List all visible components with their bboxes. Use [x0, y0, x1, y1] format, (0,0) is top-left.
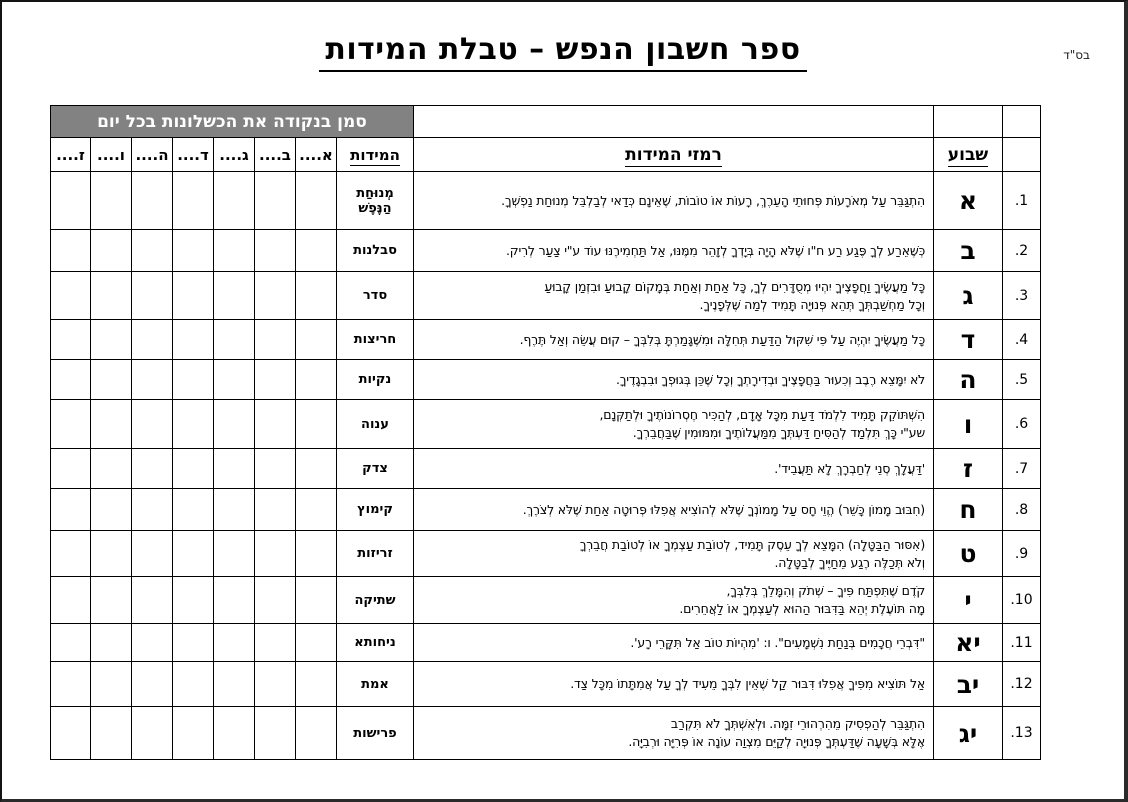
week-letter-cell: ז [934, 449, 1003, 489]
week-letter-cell: יב [934, 662, 1003, 707]
week-column-header [934, 138, 1003, 172]
day-mark-cell[interactable] [132, 360, 173, 400]
hint-line: (חִבּוּב מָמוֹן כָּשֵׁר) הֱוֵי חָס עַל מָמוֹנְךָ שֶׁלֹּא לְהוֹצִיא אֲפִלּוּ פְּרוּטָה אַחַת שֶׁלֹּא לְצֹרֶךְ. [522, 501, 925, 517]
day-mark-cell[interactable] [255, 360, 296, 400]
table-row [50, 230, 1040, 272]
day-mark-cell[interactable] [132, 400, 173, 449]
day-mark-cell[interactable] [91, 577, 132, 624]
day-mark-cell[interactable] [50, 172, 90, 230]
day-column-header: ו.... [91, 138, 132, 172]
day-mark-cell[interactable] [91, 320, 132, 360]
day-column-header: ה.... [132, 138, 173, 172]
week-letter-cell: ט [934, 531, 1003, 577]
middot-column-header [337, 138, 414, 172]
day-mark-cell[interactable] [50, 230, 90, 272]
hint-line: הִתְגַּבֵּר לְהַפְסִיק מֵהִרְהוּרֵי זִמָּה. וּלְאִשְׁתְּךָ לֹא תִּקְרַב [670, 716, 925, 731]
day-mark-cell[interactable] [255, 577, 296, 624]
day-mark-cell[interactable] [50, 320, 90, 360]
week-letter-cell: ח [934, 489, 1003, 531]
day-mark-cell[interactable] [255, 449, 296, 489]
hint-line: "דִּבְרֵי חֲכָמִים בְּנַחַת נִשְׁמָעִים". ו: 'מִהְיוֹת טוֹב אַל תִּקָּרֵי רָע'. [630, 634, 925, 650]
hint-line: כְּשֶׁאֵרַע לְךָ פֶּגַע רַע ח"ו שֶׁלֹּא הָיָה בְּיָדְךָ לְזָהֵר מִמֶּנּוּ, אַל תַּחְמִירֶנּוּ עוֹד ע"י צַעַר לְרִיק. [506, 242, 925, 258]
day-mark-cell[interactable] [255, 662, 296, 707]
table-row [50, 489, 1040, 531]
row-number: .6 [1003, 400, 1041, 449]
middah-name: פרישות [337, 707, 414, 760]
day-mark-cell[interactable] [132, 577, 173, 624]
day-mark-cell[interactable] [91, 400, 132, 449]
day-mark-cell[interactable] [173, 360, 214, 400]
hints-header-label: רמזי המידות [625, 144, 722, 165]
middah-name: ניחותא [337, 624, 414, 662]
day-mark-cell[interactable] [296, 489, 337, 531]
day-mark-cell[interactable] [132, 172, 173, 230]
row-number: .10 [1003, 577, 1041, 624]
hint-line: הִשְׁתּוֹקֵק תָּמִיד לִלְמֹד דַּעַת מִכָּל אָדָם, לְהַכִּיר חֶסְרוֹנוֹתֶיךָ וּלְתַקְּנָם, [599, 407, 925, 422]
table-row [50, 624, 1040, 662]
day-mark-cell[interactable] [255, 172, 296, 230]
day-mark-cell[interactable] [255, 400, 296, 449]
middah-name: נקיות [337, 360, 414, 400]
day-mark-cell[interactable] [50, 662, 90, 707]
day-mark-cell[interactable] [50, 577, 90, 624]
week-header-label: שבוע [947, 144, 989, 165]
day-mark-cell[interactable] [50, 449, 90, 489]
hint-line: מָה תּוֹעֶלֶת יְהֵא בַּדִּבּוּר הַהוּא לְעַצְמְךָ אוֹ לַאֲחֵרִים. [679, 601, 925, 616]
instruction-banner: סמן בנקודה את הכשלונות בכל יום [50, 106, 413, 138]
day-mark-cell[interactable] [255, 230, 296, 272]
row-number: .9 [1003, 531, 1041, 577]
day-mark-cell[interactable] [296, 449, 337, 489]
day-mark-cell[interactable] [214, 320, 255, 360]
middah-hint-text [414, 272, 934, 320]
day-mark-cell[interactable] [296, 400, 337, 449]
row-number: .2 [1003, 230, 1041, 272]
table-row [50, 449, 1040, 489]
day-mark-cell[interactable] [214, 531, 255, 577]
day-mark-cell[interactable] [132, 662, 173, 707]
day-mark-cell[interactable] [173, 272, 214, 320]
day-mark-cell[interactable] [91, 489, 132, 531]
day-mark-cell[interactable] [255, 531, 296, 577]
row-number: .3 [1003, 272, 1041, 320]
day-mark-cell[interactable] [173, 624, 214, 662]
day-mark-cell[interactable] [296, 230, 337, 272]
table-row [50, 360, 1040, 400]
day-mark-cell[interactable] [91, 230, 132, 272]
week-letter-cell: ב [934, 230, 1003, 272]
table-row [50, 707, 1040, 760]
middot-header-label: המידות [350, 145, 400, 164]
hint-line: לֹא יִמָּצֵא רֶבֶב וְכִעוּר בַּחֲפָצֶיךָ וּבְדִירָתְךָ וְכָל שֶׁכֵּן בְּגוּפְךָ וּבִבְגָדֶיךָ. [615, 371, 925, 387]
middah-hint-text [414, 707, 934, 760]
hint-line: אַל תּוֹצִיא מִפִּיךָ אֲפִלּוּ דִּבּוּר קַל שֶׁאֵין לִבְּךָ מֵעִיד לְךָ עַל אֲמִתָּתוֹ מִכָּל צַד. [570, 676, 925, 691]
day-mark-cell[interactable] [296, 662, 337, 707]
hint-line: וְלֹא תְּכַלֶּה רֶגַע מֵחַיֶּיךָ לְבַטָּלָה. [774, 554, 925, 570]
day-mark-cell[interactable] [214, 449, 255, 489]
day-column-header: ג.... [214, 138, 255, 172]
day-mark-cell[interactable] [214, 230, 255, 272]
day-mark-cell[interactable] [214, 489, 255, 531]
day-column-header: ד.... [173, 138, 214, 172]
empty-cell [1003, 138, 1041, 172]
day-mark-cell[interactable] [91, 360, 132, 400]
day-mark-cell[interactable] [50, 624, 90, 662]
middah-name: אמת [337, 662, 414, 707]
table-row [50, 272, 1040, 320]
middah-name: קימוץ [337, 489, 414, 531]
row-number: .5 [1003, 360, 1041, 400]
day-column-header: א.... [296, 138, 337, 172]
day-mark-cell[interactable] [296, 320, 337, 360]
table-row [50, 662, 1040, 707]
table-row [50, 577, 1040, 624]
table-row [50, 320, 1040, 360]
middah-hint-text [414, 400, 934, 449]
hint-line: הִתְגַּבֵּר עַל מְאֹרָעוֹת פְּחוּתֵי הָעֵרֶךְ, רָעוֹת אוֹ טוֹבוֹת, שֶׁאֵינָם כְּדַאי לְבַלְבֵּל מְנוּחַת נַפְשְׁךָ. [501, 192, 925, 208]
hint-line: וְכָל מַחְשַׁבְתְּךָ תְּהֵא פְּנוּיָה תָּמִיד לְמַה שֶּׁלְּפָנֶיךָ. [699, 296, 925, 312]
title-row [2, 32, 1124, 72]
day-mark-cell[interactable] [50, 531, 90, 577]
week-letter-cell: ד [934, 320, 1003, 360]
middah-name: מְנוּחַת הַנֶּפֶשׁ [337, 172, 414, 230]
day-column-header: ב.... [255, 138, 296, 172]
day-mark-cell[interactable] [91, 707, 132, 760]
row-number: .7 [1003, 449, 1041, 489]
day-mark-cell[interactable] [296, 360, 337, 400]
middah-name: חריצות [337, 320, 414, 360]
day-mark-cell[interactable] [91, 624, 132, 662]
day-mark-cell[interactable] [255, 707, 296, 760]
middah-hint-text [414, 230, 934, 272]
hint-line: אֶלָּא בְּשָׁעָה שֶׁדַּעְתְּךָ פְּנוּיָה לְקַיֵּם מִצְוַה עוֹנָה אוֹ פְּרִיָּה וּרְבִיָּה. [628, 734, 925, 749]
day-mark-cell[interactable] [91, 531, 132, 577]
table-row [50, 531, 1040, 577]
middot-table-body [50, 172, 1040, 760]
middah-hint-text [414, 662, 934, 707]
day-mark-cell[interactable] [255, 624, 296, 662]
day-mark-cell[interactable] [296, 624, 337, 662]
hint-line: 'דַּעֲלָךְ סְנֵי לְחַבְרָךְ לָא תַּעֲבֵיד'. [774, 460, 925, 476]
day-mark-cell[interactable] [132, 624, 173, 662]
day-mark-cell[interactable] [214, 624, 255, 662]
middah-hint-text [414, 531, 934, 577]
day-mark-cell[interactable] [296, 577, 337, 624]
middah-hint-text [414, 577, 934, 624]
middah-hint-text [414, 624, 934, 662]
day-mark-cell[interactable] [91, 662, 132, 707]
hint-line: קֹדֶם שֶׁתִּפְתַּח פִּיךָ – שְׁתֹק וְהִמָּלֵךְ בְּלִבְּךָ, [726, 583, 925, 598]
day-mark-cell[interactable] [132, 449, 173, 489]
middah-name: שתיקה [337, 577, 414, 624]
day-mark-cell[interactable] [132, 489, 173, 531]
page-title: ספר חשבון הנפש – טבלת המידות [319, 32, 806, 72]
week-letter-cell: ג [934, 272, 1003, 320]
middah-name: סבלנות [337, 230, 414, 272]
week-letter-cell: י [934, 577, 1003, 624]
day-mark-cell[interactable] [173, 449, 214, 489]
day-mark-cell[interactable] [173, 577, 214, 624]
hint-line: (אִסּוּר הַבַּטָּלָה) הִמָּצֵא לְךָ עֵסֶק תָּמִיד, לְטוֹבַת עַצְמְךָ אוֹ לְטוֹבַת חֲבֵרְךָ [579, 536, 925, 552]
day-mark-cell[interactable] [173, 320, 214, 360]
day-mark-cell[interactable] [132, 230, 173, 272]
column-labels-row [50, 138, 1040, 172]
day-mark-cell[interactable] [255, 320, 296, 360]
day-mark-cell[interactable] [296, 707, 337, 760]
row-number: .8 [1003, 489, 1041, 531]
day-mark-cell[interactable] [173, 662, 214, 707]
hint-line: כָּל מַעֲשֶׂיךָ יִהְיֶה עַל פִּי שִׁקּוּל הַדַּעַת תְּחִלָּה וּמִשֶּׁגָּמַרְתָּ בְּלִבְּךָ – קוּם עֲשֵׂה וְאַל תֶּרֶף. [519, 331, 925, 347]
row-number: .13 [1003, 707, 1041, 760]
day-mark-cell[interactable] [296, 531, 337, 577]
empty-cell [414, 106, 934, 138]
day-mark-cell[interactable] [173, 531, 214, 577]
day-mark-cell[interactable] [214, 272, 255, 320]
day-mark-cell[interactable] [296, 272, 337, 320]
week-letter-cell: יג [934, 707, 1003, 760]
table-row [50, 400, 1040, 449]
middah-name: צדק [337, 449, 414, 489]
day-mark-cell[interactable] [50, 360, 90, 400]
row-number: .1 [1003, 172, 1041, 230]
day-mark-cell[interactable] [255, 489, 296, 531]
middah-hint-text [414, 360, 934, 400]
day-mark-cell[interactable] [173, 707, 214, 760]
day-mark-cell[interactable] [50, 400, 90, 449]
day-mark-cell[interactable] [214, 172, 255, 230]
hint-line: שע"י כָּךְ תִּלְמַד לְהַסִּיחַ דַּעְתְּךָ מִמַּעֲלוֹתֶיךָ וּמִמּוּמִין שֶׁבַּחֲבֵרְךָ. [632, 425, 925, 440]
day-mark-cell[interactable] [132, 320, 173, 360]
day-mark-cell[interactable] [214, 707, 255, 760]
day-mark-cell[interactable] [50, 272, 90, 320]
header-band-row [50, 106, 1040, 138]
table-row [50, 172, 1040, 230]
day-mark-cell[interactable] [214, 577, 255, 624]
middot-table [50, 105, 1041, 760]
week-letter-cell: א [934, 172, 1003, 230]
day-mark-cell[interactable] [214, 400, 255, 449]
empty-cell [934, 106, 1003, 138]
middah-name: סדר [337, 272, 414, 320]
day-mark-cell[interactable] [173, 400, 214, 449]
day-mark-cell[interactable] [173, 230, 214, 272]
day-mark-cell[interactable] [255, 272, 296, 320]
bsd-mark: בס"ד [1063, 48, 1090, 62]
day-mark-cell[interactable] [132, 707, 173, 760]
day-mark-cell[interactable] [91, 272, 132, 320]
middah-hint-text [414, 172, 934, 230]
day-mark-cell[interactable] [173, 489, 214, 531]
middah-name: ענוה [337, 400, 414, 449]
hints-column-header [414, 138, 934, 172]
day-mark-cell[interactable] [296, 172, 337, 230]
middah-hint-text [414, 489, 934, 531]
day-mark-cell[interactable] [132, 272, 173, 320]
day-mark-cell[interactable] [91, 172, 132, 230]
day-mark-cell[interactable] [91, 449, 132, 489]
empty-cell [1003, 106, 1041, 138]
day-mark-cell[interactable] [173, 172, 214, 230]
middah-name: זריזות [337, 531, 414, 577]
week-letter-cell: ה [934, 360, 1003, 400]
middah-hint-text [414, 320, 934, 360]
day-mark-cell[interactable] [50, 707, 90, 760]
day-mark-cell[interactable] [132, 531, 173, 577]
week-letter-cell: ו [934, 400, 1003, 449]
week-letter-cell: יא [934, 624, 1003, 662]
middah-hint-text [414, 449, 934, 489]
row-number: .12 [1003, 662, 1041, 707]
day-mark-cell[interactable] [214, 662, 255, 707]
day-mark-cell[interactable] [214, 360, 255, 400]
day-mark-cell[interactable] [50, 489, 90, 531]
row-number: .4 [1003, 320, 1041, 360]
row-number: .11 [1003, 624, 1041, 662]
hint-line: כָּל מַעֲשֶׂיךָ וַחֲפָצֶיךָ יִהְיוּ מְסֻדָּרִים לְךָ, כָּל אַחַת וְאַחַת בְּמָקוֹם קָבוּעַ וּבִזְמַן קָבוּעַ [544, 278, 925, 294]
day-column-header: ז.... [50, 138, 90, 172]
